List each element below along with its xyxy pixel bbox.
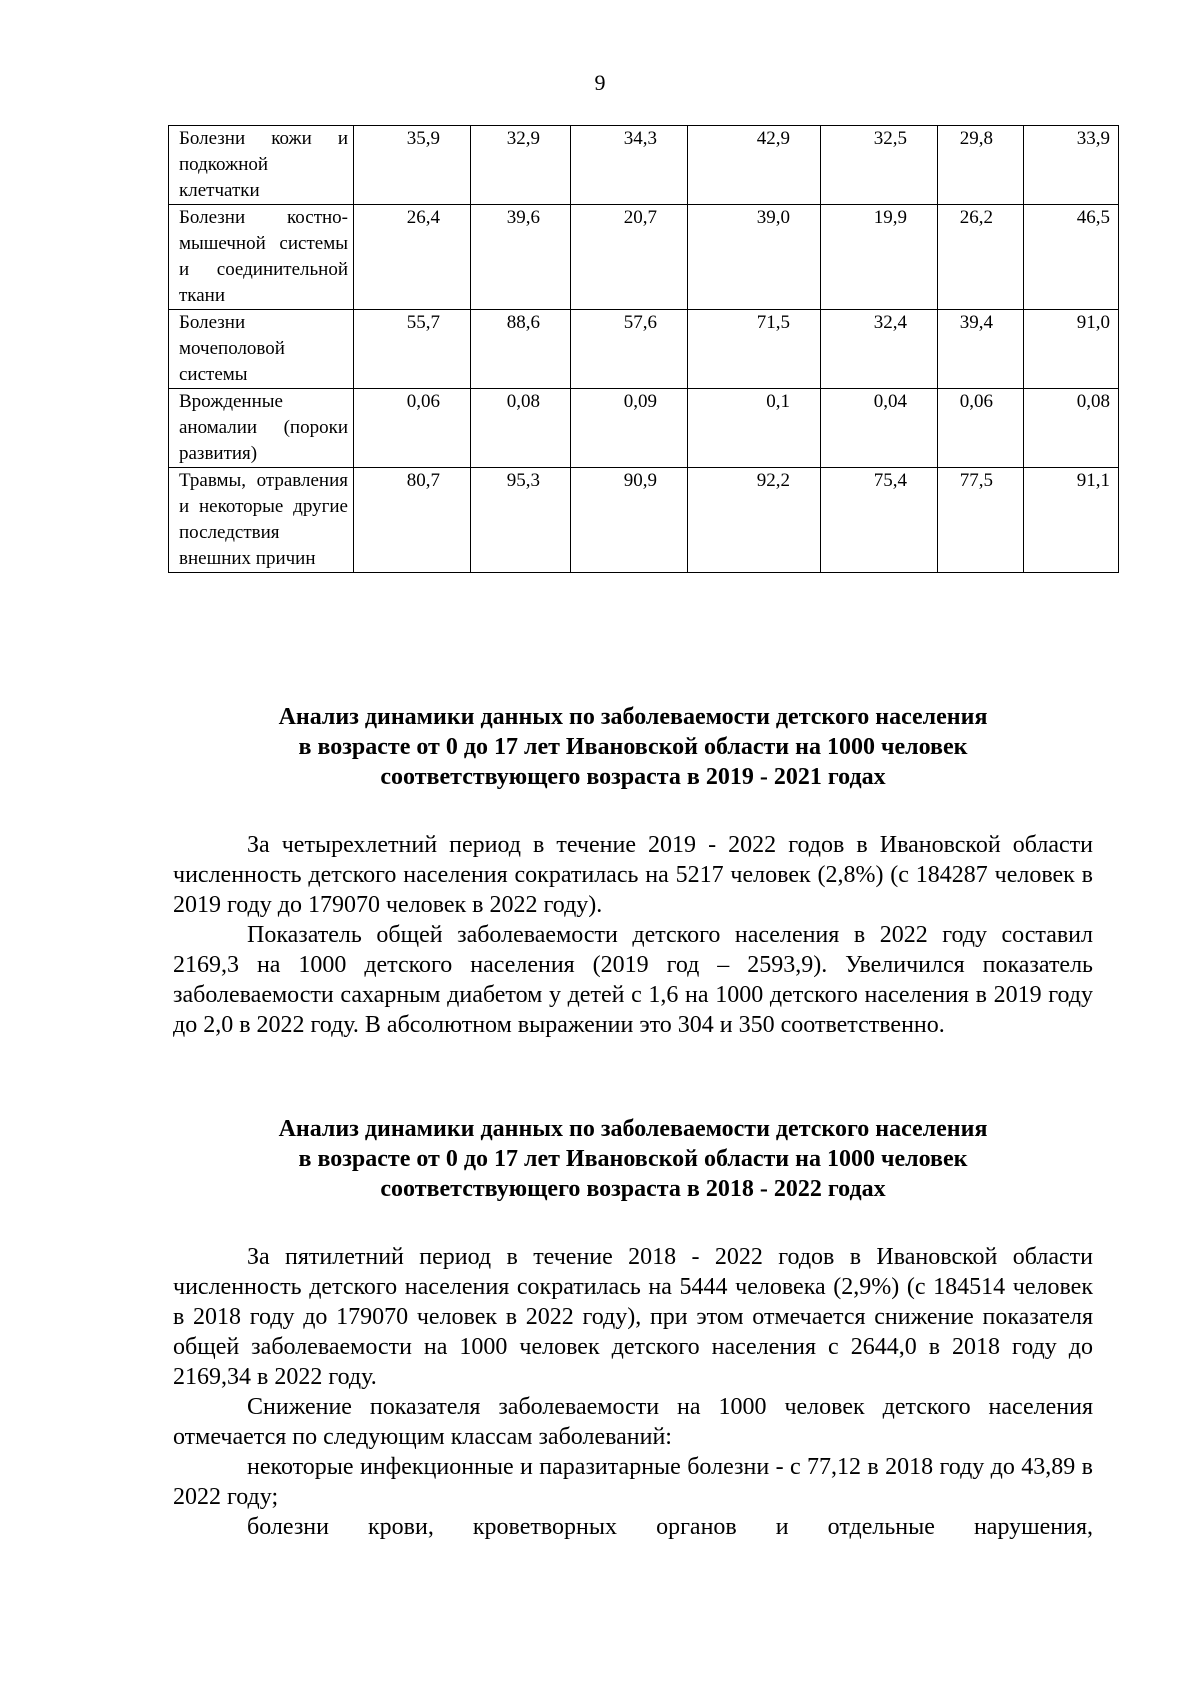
table-cell: 26,2 bbox=[938, 205, 1024, 310]
paragraph: Показатель общей заболеваемости детского населения в 2022 году составил 2169,3 на 1000 детского населения (2019 год – 2593,9). Увеличился показатель заболеваемости сахарным диабетом у детей с 1,6 на 1000 детского населения в 2019 году до 2,0 в 2022 году. В абсолютном выражении это 304 и 350 соответственно. bbox=[173, 922, 1093, 1038]
table-cell: 0,08 bbox=[1024, 389, 1119, 468]
heading-line: в возрасте от 0 до 17 лет Ивановской области на 1000 человек bbox=[298, 1146, 968, 1172]
table-cell: 80,7 bbox=[354, 468, 471, 573]
table-cell: 91,1 bbox=[1024, 468, 1119, 573]
heading-line: в возрасте от 0 до 17 лет Ивановской области на 1000 человек bbox=[298, 734, 968, 760]
paragraph: За пятилетний период в течение 2018 - 2022 годов в Ивановской области численность детского населения сократилась на 5444 человека (2,9%) (с 184514 человек в 2018 году до 179070 человек в 2022 году), при этом отмечается снижение показателя общей заболеваемости на 1000 человек детского населения с 2644,0 в 2018 году до 2169,34 в 2022 году. bbox=[173, 1244, 1093, 1390]
section-heading bbox=[173, 1114, 1093, 1204]
table-cell: 71,5 bbox=[688, 310, 821, 389]
table-row bbox=[169, 126, 1119, 205]
table-cell: 0,04 bbox=[821, 389, 938, 468]
table-cell: 32,9 bbox=[471, 126, 571, 205]
heading-line: соответствующего возраста в 2019 - 2021 годах bbox=[380, 764, 886, 790]
page-number: 9 bbox=[594, 70, 606, 95]
table-cell: 20,7 bbox=[571, 205, 688, 310]
table-cell: 0,08 bbox=[471, 389, 571, 468]
table-cell: 42,9 bbox=[688, 126, 821, 205]
table-cell: 92,2 bbox=[688, 468, 821, 573]
table-cell: 29,8 bbox=[938, 126, 1024, 205]
table-cell: 34,3 bbox=[571, 126, 688, 205]
table-row bbox=[169, 205, 1119, 310]
row-label: Врожденные аномалии (пороки развития) bbox=[169, 389, 354, 468]
table-cell: 95,3 bbox=[471, 468, 571, 573]
table-cell: 0,09 bbox=[571, 389, 688, 468]
table-cell: 55,7 bbox=[354, 310, 471, 389]
row-label: Болезни кожи и подкожной клетчатки bbox=[169, 126, 354, 205]
table-cell: 26,4 bbox=[354, 205, 471, 310]
row-label: Травмы, отравления и некоторые другие последствия внешних причин bbox=[169, 468, 354, 573]
table-cell: 91,0 bbox=[1024, 310, 1119, 389]
heading-line: Анализ динамики данных по заболеваемости детского населения bbox=[278, 1116, 988, 1142]
table-cell: 57,6 bbox=[571, 310, 688, 389]
table-cell: 77,5 bbox=[938, 468, 1024, 573]
table-cell: 39,6 bbox=[471, 205, 571, 310]
table-cell: 39,4 bbox=[938, 310, 1024, 389]
morbidity-table bbox=[168, 125, 1119, 573]
table-row bbox=[169, 310, 1119, 389]
section-2 bbox=[173, 1114, 1093, 1542]
table-cell: 35,9 bbox=[354, 126, 471, 205]
table-cell: 90,9 bbox=[571, 468, 688, 573]
heading-line: Анализ динамики данных по заболеваемости детского населения bbox=[278, 704, 988, 730]
paragraph: некоторые инфекционные и паразитарные болезни - с 77,12 в 2018 году до 43,89 в 2022 году; bbox=[173, 1454, 1093, 1510]
table-cell: 39,0 bbox=[688, 205, 821, 310]
table-cell: 32,4 bbox=[821, 310, 938, 389]
paragraph: Снижение показателя заболеваемости на 1000 человек детского населения отмечается по следующим классам заболеваний: bbox=[173, 1394, 1093, 1450]
row-label: Болезни мочеполовой системы bbox=[169, 310, 354, 389]
heading-line: соответствующего возраста в 2018 - 2022 годах bbox=[380, 1176, 886, 1202]
table-cell: 19,9 bbox=[821, 205, 938, 310]
section-1 bbox=[173, 702, 1093, 1040]
section-heading bbox=[173, 702, 1093, 792]
table-cell: 33,9 bbox=[1024, 126, 1119, 205]
table-row bbox=[169, 389, 1119, 468]
table-cell: 32,5 bbox=[821, 126, 938, 205]
paragraph: болезни крови, кроветворных органов и отдельные нарушения, bbox=[247, 1514, 1093, 1540]
table-cell: 46,5 bbox=[1024, 205, 1119, 310]
table-cell: 88,6 bbox=[471, 310, 571, 389]
table-cell: 0,1 bbox=[688, 389, 821, 468]
row-label: Болезни костно-мышечной системы и соединительной ткани bbox=[169, 205, 354, 310]
table-cell: 75,4 bbox=[821, 468, 938, 573]
table-row bbox=[169, 468, 1119, 573]
table-cell: 0,06 bbox=[354, 389, 471, 468]
paragraph: За четырехлетний период в течение 2019 - 2022 годов в Ивановской области численность детского населения сократилась на 5217 человек (2,8%) (с 184287 человек в 2019 году до 179070 человек в 2022 году). bbox=[173, 832, 1093, 918]
table-cell: 0,06 bbox=[938, 389, 1024, 468]
